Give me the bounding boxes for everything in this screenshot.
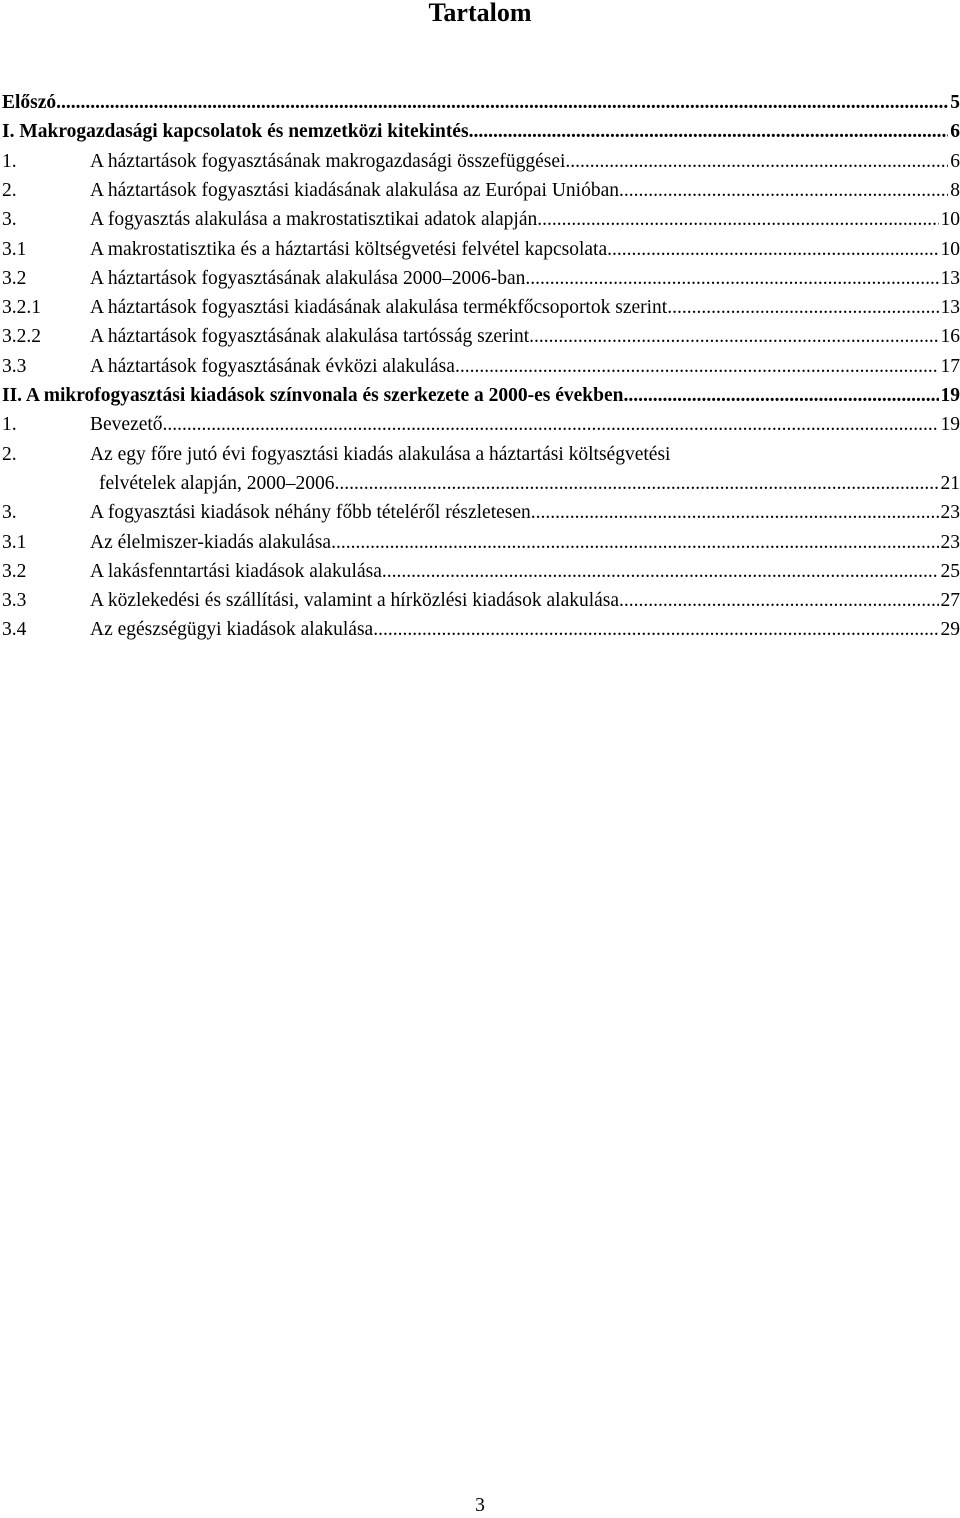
toc-entry-title: A közlekedési és szállítási, valamint a hírközlési kiadások alakulása	[90, 586, 619, 615]
toc-entry-number: 3.	[2, 205, 17, 234]
toc-entry-number: 3.1	[2, 235, 26, 264]
toc-entry[interactable]	[2, 557, 960, 586]
toc-entry-title: A háztartások fogyasztásának makrogazdasági összefüggései	[90, 147, 565, 176]
toc-entry-page: 10	[939, 205, 960, 234]
toc-entry-title: A fogyasztási kiadások néhány főbb tételéről részletesen	[90, 498, 531, 527]
dot-leader	[623, 381, 938, 410]
toc-entry-title: A háztartások fogyasztásának alakulása 2000–2006-ban	[90, 264, 525, 293]
toc-entry[interactable]	[2, 147, 960, 176]
toc-entry-number: 1.	[2, 147, 17, 176]
dot-leader	[525, 264, 938, 293]
toc-entry-continuation[interactable]	[2, 469, 960, 498]
toc-entry-page: 13	[939, 293, 960, 322]
dot-leader	[565, 147, 948, 176]
toc-entry-number: 3.1	[2, 528, 26, 557]
toc-entry[interactable]	[2, 528, 960, 557]
dot-leader	[382, 557, 939, 586]
dot-leader	[619, 176, 948, 205]
page-number: 3	[0, 1494, 960, 1518]
toc-entry[interactable]	[2, 205, 960, 234]
toc-entry[interactable]	[2, 322, 960, 351]
dot-leader	[469, 117, 949, 146]
toc-entry-number: 3.4	[2, 615, 26, 644]
toc-entry-number: 1.	[2, 410, 17, 439]
toc-entry-page: 17	[939, 352, 960, 381]
toc-entry-number: 3.2.2	[2, 322, 41, 351]
toc-entry-page: 19	[939, 410, 960, 439]
toc-entry-page: 25	[939, 557, 960, 586]
toc-entry-page: 6	[948, 117, 960, 146]
toc-entry-title: A háztartások fogyasztási kiadásának alakulása termékfőcsoportok szerint	[90, 293, 667, 322]
dot-leader	[529, 322, 938, 351]
toc-entry-title: A makrostatisztika és a háztartási költségvetési felvétel kapcsolata	[90, 235, 607, 264]
dot-leader	[619, 586, 938, 615]
toc-entry-number: 3.2.1	[2, 293, 41, 322]
toc-entry[interactable]	[2, 88, 960, 117]
dot-leader	[335, 469, 939, 498]
toc-entry-title: Bevezető	[90, 410, 163, 439]
toc-entry[interactable]	[2, 293, 960, 322]
toc-entry-title: A háztartások fogyasztásának alakulása tartósság szerint	[90, 322, 529, 351]
toc-entry-number: 3.2	[2, 557, 26, 586]
dot-leader	[607, 235, 938, 264]
toc-entry-page: 19	[939, 381, 960, 410]
toc-entry-page: 8	[948, 176, 960, 205]
toc-entry-title: Az élelmiszer-kiadás alakulása	[90, 528, 331, 557]
toc-entry-page: 10	[939, 235, 960, 264]
dot-leader	[373, 615, 938, 644]
toc-entry[interactable]	[2, 176, 960, 205]
toc-entry[interactable]	[2, 381, 960, 410]
toc-entry-title-continued: felvételek alapján, 2000–2006	[99, 469, 335, 498]
toc-entry-page: 16	[939, 322, 960, 351]
page-title: Tartalom	[0, 0, 960, 26]
toc-entry-page: 23	[939, 498, 960, 527]
dot-leader	[531, 498, 939, 527]
toc-entry-page: 13	[939, 264, 960, 293]
toc-entry-title: II. A mikrofogyasztási kiadások színvonala és szerkezete a 2000-es években	[2, 381, 623, 410]
toc-entry-page: 6	[948, 147, 960, 176]
toc-entry-page: 21	[939, 469, 960, 498]
toc-entry-page: 5	[948, 88, 960, 117]
toc-entry[interactable]	[2, 440, 960, 469]
dot-leader	[331, 528, 938, 557]
toc-entry-title: A lakásfenntartási kiadások alakulása	[90, 557, 382, 586]
toc-entry-page: 23	[939, 528, 960, 557]
toc-entry-number: 2.	[2, 440, 17, 469]
toc-entry-page: 27	[939, 586, 960, 615]
toc-entry-number: 3.	[2, 498, 17, 527]
dot-leader	[455, 352, 939, 381]
toc-entry-title: A háztartások fogyasztásának évközi alakulása	[90, 352, 455, 381]
toc-entry[interactable]	[2, 352, 960, 381]
toc-entry[interactable]	[2, 615, 960, 644]
toc-entry[interactable]	[2, 410, 960, 439]
toc-entry[interactable]	[2, 264, 960, 293]
toc-entry-title: A háztartások fogyasztási kiadásának alakulása az Európai Unióban	[90, 176, 619, 205]
toc-entry-number: 3.3	[2, 352, 26, 381]
dot-leader	[667, 293, 938, 322]
toc-entry-title: I. Makrogazdasági kapcsolatok és nemzetközi kitekintés	[2, 117, 469, 146]
toc-entry-title: Az egy főre jutó évi fogyasztási kiadás alakulása a háztartási költségvetési	[90, 444, 670, 465]
dot-leader	[537, 205, 938, 234]
toc-entry-title: Előszó	[2, 88, 56, 117]
toc-entry[interactable]	[2, 117, 960, 146]
toc-entry[interactable]	[2, 586, 960, 615]
dot-leader	[56, 88, 948, 117]
toc-entry-number: 3.3	[2, 586, 26, 615]
toc-entry-number: 3.2	[2, 264, 26, 293]
toc-entry[interactable]	[2, 498, 960, 527]
toc-entry-number: 2.	[2, 176, 17, 205]
toc-entry[interactable]	[2, 235, 960, 264]
toc-entry-title: A fogyasztás alakulása a makrostatisztikai adatok alapján	[90, 205, 537, 234]
toc-entry-page: 29	[939, 615, 960, 644]
toc-entry-title: Az egészségügyi kiadások alakulása	[90, 615, 373, 644]
dot-leader	[163, 410, 939, 439]
